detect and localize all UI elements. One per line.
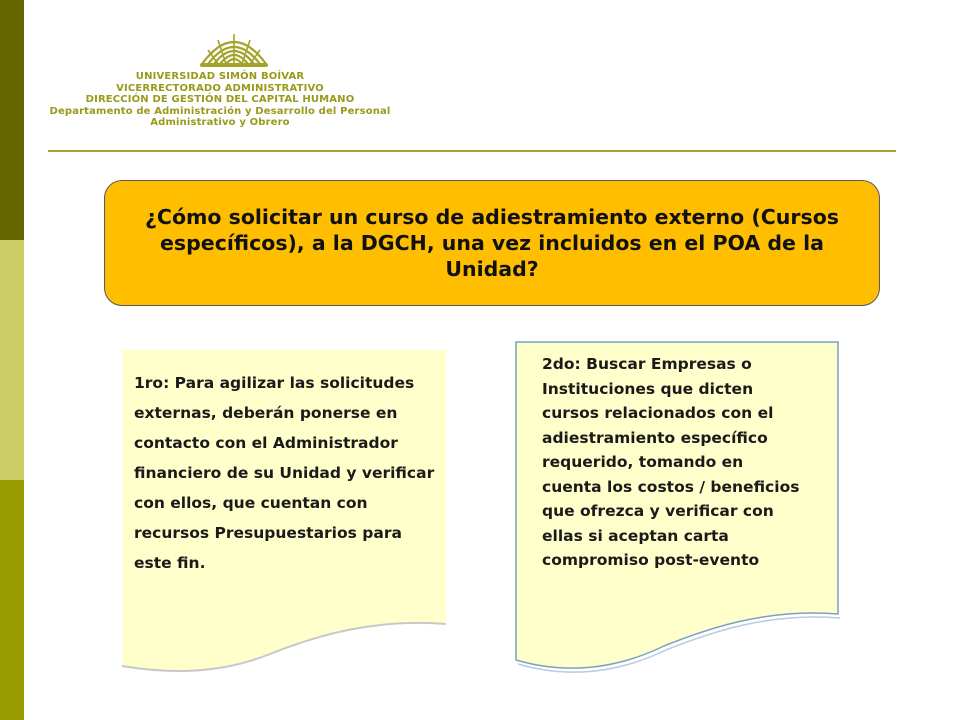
header-department: Departamento de Administración y Desarrollo del Personal	[49, 105, 391, 117]
step-1-card	[120, 348, 448, 674]
header-department-cont: Administrativo y Obrero	[150, 117, 290, 129]
sidebar-band-middle	[0, 240, 24, 480]
header-university: UNIVERSIDAD SIMÓN BOÍVAR	[135, 71, 305, 82]
institution-header	[30, 71, 410, 129]
step-1-text: 1ro: Para agilizar las solicitudes externas, deberán ponerse en contacto con el Administrador financiero de su Unidad y verificar con ellos, que cuentan con recursos Presupuestarios para este fin.	[134, 374, 435, 572]
question-text: ¿Cómo solicitar un curso de adiestramiento externo (Cursos específicos), a la DGCH, una vez incluidos en el POA de la Unidad?	[145, 205, 839, 281]
header-direction: DIRECCIÓN DE GESTIÓN DEL CAPITAL HUMANO	[85, 94, 355, 106]
sidebar-band-top	[0, 0, 24, 240]
university-logo-icon	[198, 26, 270, 70]
header-vice-rectorate: VICERRECTORADO ADMINISTRATIVO	[116, 82, 324, 94]
sidebar-band-bottom	[0, 480, 24, 720]
question-box	[104, 180, 880, 306]
step-2-text: 2do: Buscar Empresas o Instituciones que dicten cursos relacionados con el adiestramiento específico requerido, tomando en cuenta los costos / beneficios que ofrezca y verificar con ellas si aceptan carta compromiso post-evento	[542, 355, 800, 569]
header-divider	[48, 150, 896, 152]
step-2-card	[514, 340, 842, 690]
